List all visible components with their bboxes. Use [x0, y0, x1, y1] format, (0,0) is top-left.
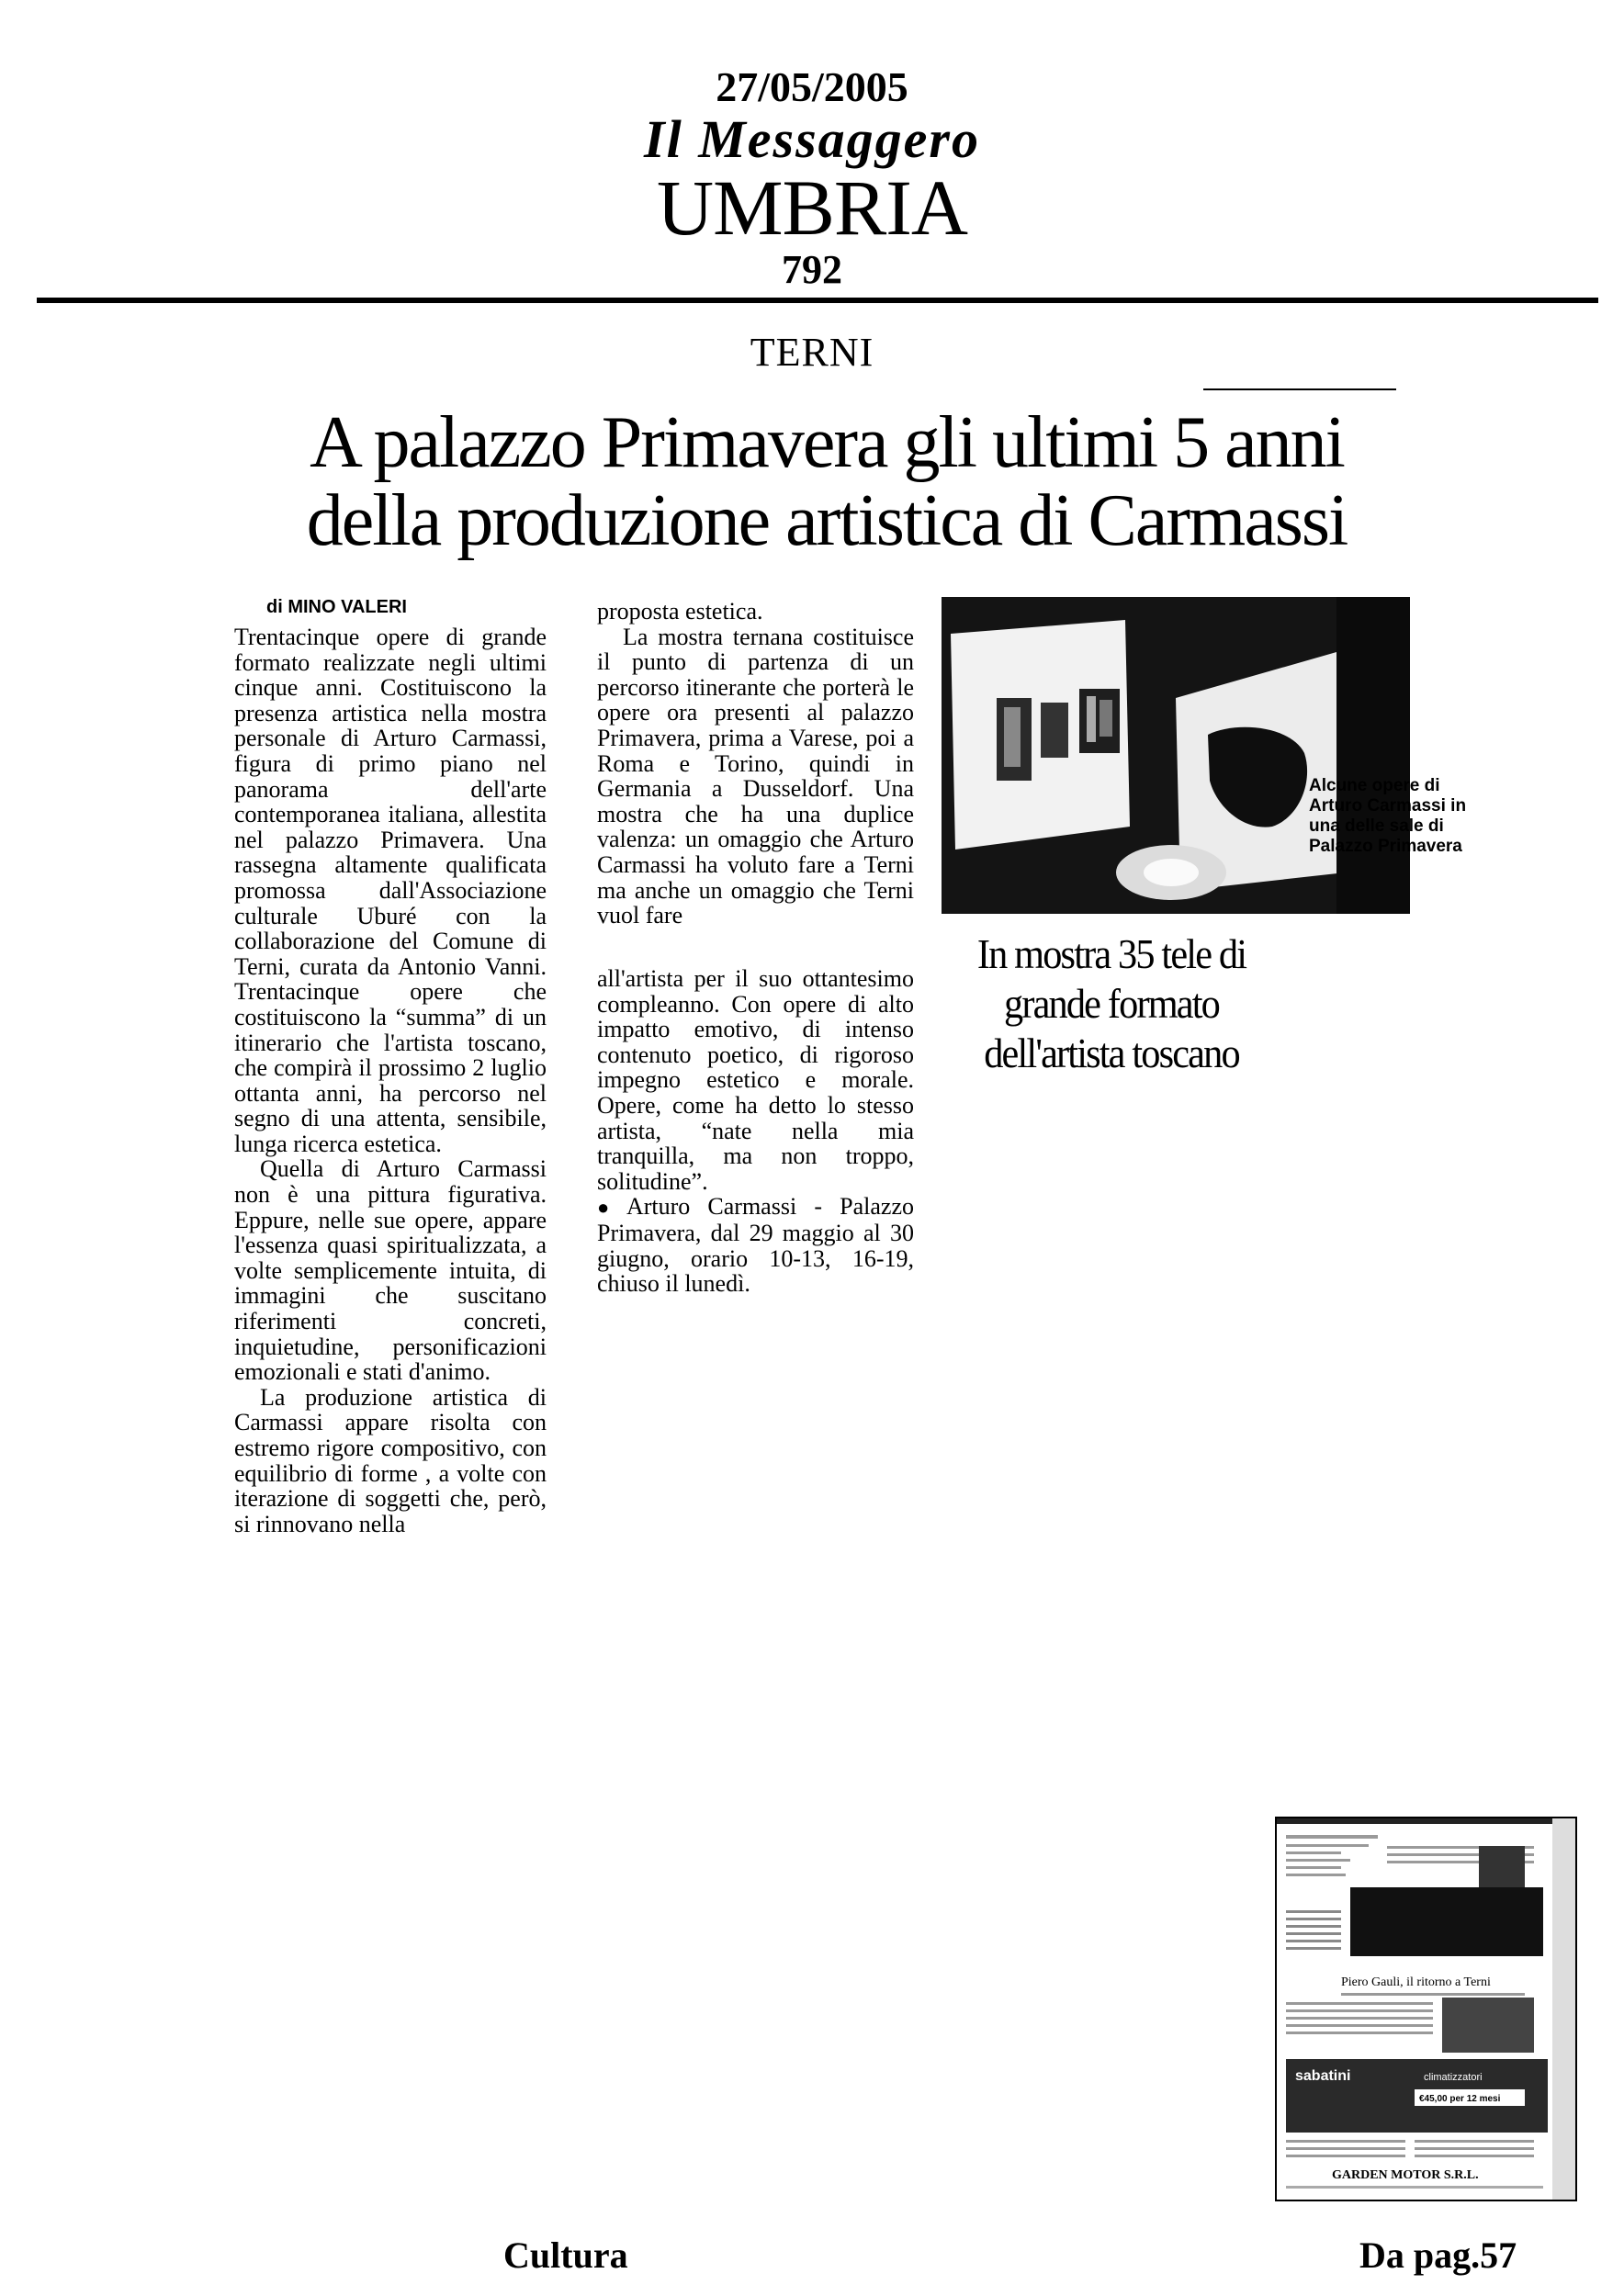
exhibition-info: [597, 1194, 914, 1296]
section-rule: [1203, 388, 1396, 390]
paragraph: all'artista per il suo ottantesimo compleanno. Con opere di alto impatto emotivo, di intenso contenuto poetico, di rigoroso impegno estetico e morale. Opere, come ha detto lo stesso artista, “nate nella mia tranquilla, ma non troppo, solitudine”.: [597, 965, 914, 1195]
edition-title: UMBRIA: [656, 163, 968, 252]
exhibition-info-text: Arturo Carmassi - Palazzo Primavera, dal 29 maggio al 30 giugno, orario 10-13, 16-19, chiuso il lunedì.: [597, 1193, 914, 1298]
newspaper-masthead: Il Messaggero: [644, 109, 980, 169]
footer-section: Cultura: [503, 2234, 628, 2276]
article-column-2-continued: [597, 966, 914, 1297]
paragraph: La mostra ternana costituisce il punto di partenza di un percorso itinerante che porterà le opere ora presenti al palazzo Primavera, prima a Varese, poi a Roma e Torino, quindi in Germania a Dusseldorf. Una mostra che ha una duplice valenza: un omaggio che Arturo Carmassi ha voluto fare a Terni ma anche un omaggio che Terni vuol fare: [597, 623, 914, 929]
thumbnail-ad-footer: GARDEN MOTOR S.R.L.: [1332, 2168, 1479, 2182]
section-label: TERNI: [750, 330, 874, 375]
thumbnail-ad-text: climatizzatori: [1424, 2072, 1483, 2083]
article-column-2: [597, 599, 914, 929]
headline-line-1: A palazzo Primavera gli ultimi 5 anni: [310, 402, 1344, 483]
page-code: 792: [782, 247, 842, 292]
thumbnail-ad-brand: sabatini: [1295, 2068, 1351, 2084]
paragraph: La produzione artistica di Carmassi appare risolta con estremo rigore compositivo, con equilibrio di forme , a volte con iterazione di soggetti che, però, si rinnovano nella: [234, 1383, 547, 1537]
paragraph: Trentacinque opere di grande formato realizzate negli ultimi cinque anni. Costituiscono la presenza artistica nella mostra personale di Arturo Carmassi, figura di primo piano nel panorama dell'arte contemporanea italiana, allestita nel palazzo Primavera. Una rassegna altamente qualificata promossa dall'Associazione culturale Uburé con la collaborazione del Comune di Terni, curata da Antonio Vanni. Trentacinque opere che costituiscono la “summa” di un itinerario che l'artista toscano, che compirà il prossimo 2 luglio ottanta anni, ha percorso nel segno di una attenta, sensibile, lunga ricerca estetica.: [234, 624, 547, 1157]
photo-caption: Alcune opere di Arturo Carmassi in una delle sale di Palazzo Primavera: [1309, 776, 1467, 856]
byline: di MINO VALERI: [266, 597, 407, 617]
headline-line-2: della produzione artistica di Carmassi: [306, 480, 1348, 561]
date: 27/05/2005: [716, 63, 908, 110]
thumbnail-headline: Piero Gauli, il ritorno a Terni: [1341, 1975, 1491, 1989]
article-column-1: [234, 625, 547, 1536]
exhibition-photo: [942, 597, 1410, 914]
thumbnail-illustration: [1277, 1818, 1575, 2200]
paragraph: proposta estetica.: [597, 598, 763, 625]
footer-page-ref: Da pag.57: [1359, 2234, 1517, 2276]
header-rule: [37, 298, 1598, 303]
photo-illustration: [942, 597, 1410, 914]
thumbnail-ad-offer: €45,00 per 12 mesi: [1419, 2094, 1501, 2104]
page-thumbnail: [1275, 1817, 1577, 2201]
paragraph: Quella di Arturo Carmassi non è una pittura figurativa. Eppure, nelle sue opere, appare l'essenza quasi spiritualizzata, a volte semplicemente intuita, di immagini che suscitano riferimenti concreti, inquietudine, personificazioni emozionali e stati d'animo.: [234, 1155, 547, 1386]
bullet-icon: ●: [597, 1196, 621, 1220]
subheadline: In mostra 35 tele di grande formato dell'artista toscano: [976, 930, 1246, 1076]
